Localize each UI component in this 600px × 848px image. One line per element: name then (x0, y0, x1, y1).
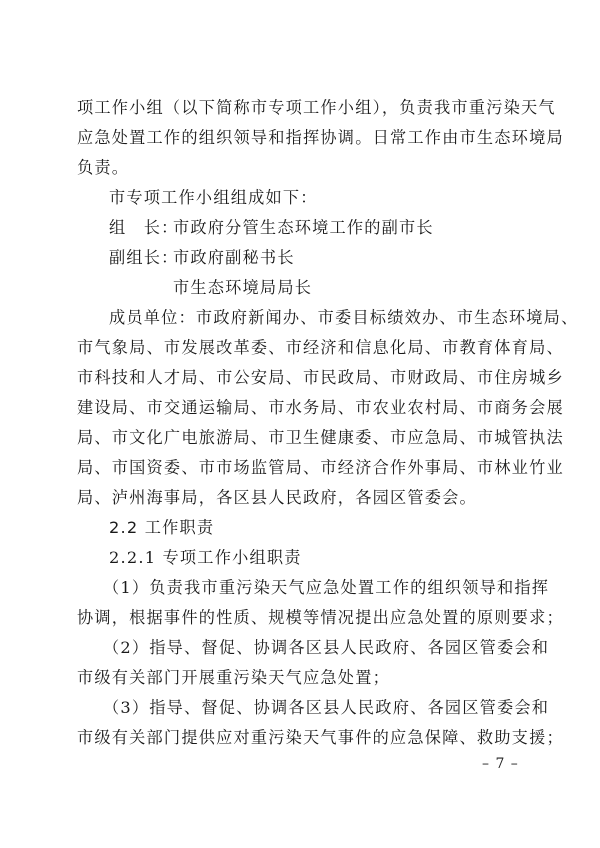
member-units-line: 局、泸州海事局，各区县人民政府，各园区管委会。 (77, 488, 477, 507)
deputy-leader-label: 副组长： (109, 248, 179, 267)
duty-item-line: （1）负责我市重污染天气应急处置工作的组织领导和指挥 (103, 578, 550, 597)
member-units-line: 市气象局、市发展改革委、市经济和信息化局、市教育体育局、 (77, 338, 564, 357)
member-units-line: 市科技和人才局、市公安局、市民政局、市财政局、市住房城乡 (77, 368, 564, 387)
leader-value: 市政府分管生态环境工作的副市长 (173, 218, 434, 237)
paragraph-line: 负责。 (77, 158, 130, 177)
paragraph-line: 应急处置工作的组织领导和指挥协调。日常工作由市生态环境局 (77, 128, 564, 147)
member-units-line: 局、市文化广电旅游局、市卫生健康委、市应急局、市城管执法 (77, 428, 564, 447)
member-units-line: 成员单位：市政府新闻办、市委目标绩效办、市生态环境局、 (109, 308, 579, 327)
duty-item-line: （2）指导、督促、协调各区县人民政府、各园区管委会和 (103, 638, 550, 657)
leader-label: 组 长： (109, 218, 179, 237)
duty-item-line: 协调，根据事件的性质、规模等情况提出应急处置的原则要求； (77, 608, 564, 627)
deputy-leader-value: 市生态环境局局长 (173, 278, 313, 297)
section-heading: 2.2 工作职责 (109, 518, 215, 537)
duty-item-line: 市级有关部门开展重污染天气应急处置； (77, 668, 390, 687)
paragraph-line: 项工作小组（以下简称市专项工作小组），负责我市重污染天气 (77, 98, 556, 117)
member-units-line: 局、市国资委、市市场监管局、市经济合作外事局、市林业竹业 (77, 458, 564, 477)
duty-item-line: 市级有关部门提供应对重污染天气事件的应急保障、救助支援； (77, 728, 564, 747)
composition-intro: 市专项工作小组组成如下： (109, 188, 318, 207)
duty-item-line: （3）指导、督促、协调各区县人民政府、各园区管委会和 (103, 698, 550, 717)
subsection-heading: 2.2.1 专项工作小组职责 (109, 548, 302, 567)
member-units-line: 建设局、市交通运输局、市水务局、市农业农村局、市商务会展 (77, 398, 564, 417)
page-number: – 7 – (482, 756, 519, 772)
deputy-leader-value: 市政府副秘书长 (173, 248, 295, 267)
